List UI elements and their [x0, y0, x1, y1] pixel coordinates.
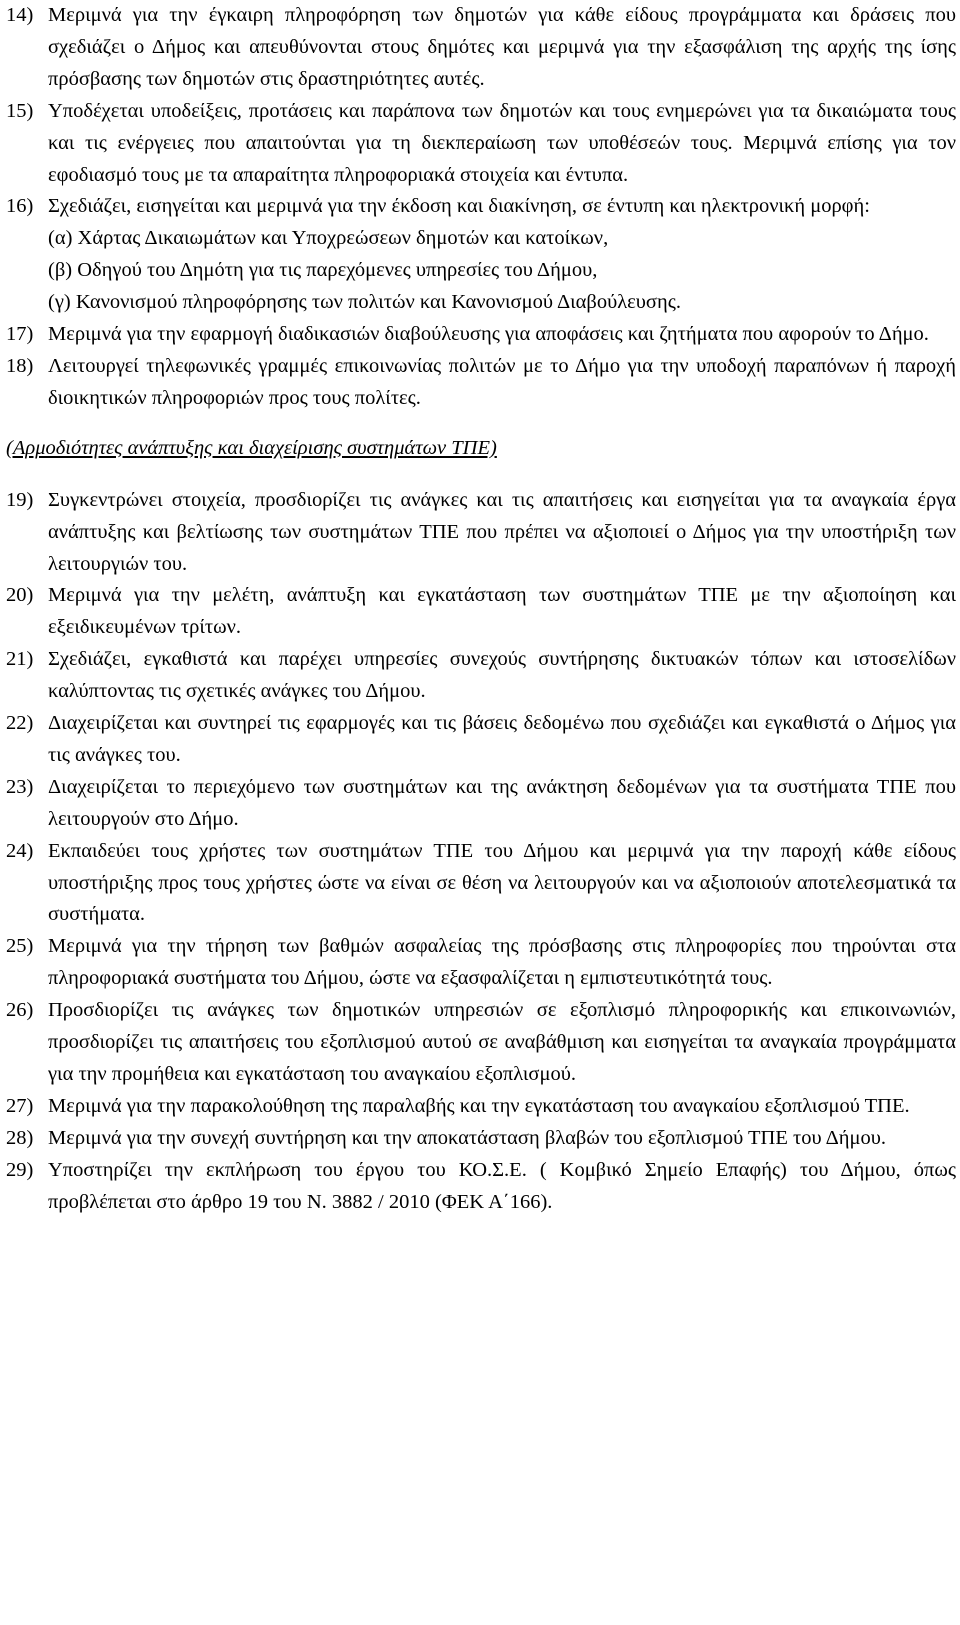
- list-item: [6, 1123, 956, 1155]
- item-text: Σχεδιάζει, εγκαθιστά και παρέχει υπηρεσίες συνεχούς συντήρησης δικτυακών τόπων και ιστοσελίδων καλύπτοντας τις σχετικές ανάγκες του Δήμου.: [48, 648, 956, 703]
- list-item: [6, 96, 956, 192]
- item-number: 25): [6, 935, 34, 958]
- item-number: 16): [6, 195, 34, 218]
- item-body: [48, 191, 956, 319]
- item-text: Υποδέχεται υποδείξεις, προτάσεις και παράπονα των δημοτών και τους ενημερώνει για τα δικαιώματα τους και τις ενέργειες που απαιτούνται για τη διεκπεραίωση των υποθέσεών τους. Μεριμνά επίσης για τον εφοδιασμό τους με τα απαραίτητα πληροφοριακά στοιχεία και έντυπα.: [48, 99, 956, 186]
- list-item: [6, 836, 956, 932]
- item-number: 27): [6, 1094, 34, 1117]
- item-number: 17): [6, 323, 34, 346]
- list-item: [6, 580, 956, 644]
- item-text: Μεριμνά για την τήρηση των βαθμών ασφαλείας της πρόσβασης στις πληροφορίες που τηρούνται στα πληροφοριακά συστήματα του Δήμου, ώστε να εξασφαλίζεται η εμπιστευτικότητά τους.: [48, 935, 956, 990]
- list-item: [6, 0, 956, 96]
- item-number: 23): [6, 775, 34, 798]
- item-number: 22): [6, 712, 34, 735]
- item-number: 29): [6, 1158, 34, 1181]
- list-item: [6, 708, 956, 772]
- section-heading: (Αρμοδιότητες ανάπτυξης και διαχείρισης συστημάτων ΤΠΕ): [6, 436, 497, 459]
- list-item: [6, 191, 956, 319]
- list-item: [6, 319, 956, 351]
- item-text: Προσδιορίζει τις ανάγκες των δημοτικών υπηρεσιών σε εξοπλισμό πληροφορικής και επικοινωνιών, προσδιορίζει τις απαιτήσεις του εξοπλισμού αυτού σε αναβάθμιση και εισηγείται τα αναγκαία προγράμματα για την προμήθεια και εγκατάσταση του αναγκαίου εξοπλισμού.: [48, 999, 956, 1085]
- item-number: 26): [6, 999, 34, 1022]
- item-number: 19): [6, 488, 34, 511]
- item-text: Υποστηρίζει την εκπλήρωση του έργου του ΚΟ.Σ.Ε. ( Κομβικό Σημείο Επαφής) του Δήμου, όπως προβλέπεται στο άρθρο 19 του Ν. 3882 / 2010 (ΦΕΚ Α΄166).: [48, 1158, 956, 1213]
- item-text: Διαχειρίζεται και συντηρεί τις εφαρμογές και τις βάσεις δεδομένω που σχεδιάζει και εγκαθιστά ο Δήμος για τις ανάγκες του.: [48, 712, 956, 766]
- list-item: [6, 485, 956, 581]
- item-number: 20): [6, 584, 34, 607]
- sub-item: (γ) Κανονισμού πληροφόρησης των πολιτών και Κανονισμού Διαβούλευσης.: [48, 291, 681, 314]
- item-text: Διαχειρίζεται το περιεχόμενο των συστημάτων και της ανάκτηση δεδομένων για τα συστήματα ΤΠΕ που λειτουργούν στο Δήμο.: [48, 775, 956, 830]
- list-item: [6, 1155, 956, 1219]
- list-item: [6, 995, 956, 1091]
- item-text: Λειτουργεί τηλεφωνικές γραμμές επικοινωνίας πολιτών με το Δήμο για την υποδοχή παραπόνων ή παροχή διοικητικών πληροφοριών προς τους πολίτες.: [48, 354, 956, 409]
- item-text: Συγκεντρώνει στοιχεία, προσδιορίζει τις ανάγκες και τις απαιτήσεις και εισηγείται για τα αναγκαία έργα ανάπτυξης και βελτίωσης των συστημάτων ΤΠΕ που πρέπει να αξιοποιεί ο Δήμος για την υποστήριξη των λειτουργιών του.: [48, 488, 956, 575]
- item-text: Μεριμνά για την παρακολούθηση της παραλαβής και την εγκατάσταση του αναγκαίου εξοπλισμού ΤΠΕ.: [48, 1094, 910, 1117]
- sub-item: (α) Χάρτας Δικαιωμάτων και Υποχρεώσεων δημοτών και κατοίκων,: [48, 227, 609, 250]
- document-page: [6, 0, 956, 1219]
- list-item: [6, 931, 956, 995]
- item-text: Μεριμνά για την εφαρμογή διαδικασιών διαβούλευσης για αποφάσεις και ζητήματα που αφορούν το Δήμο.: [48, 323, 929, 346]
- item-text: Μεριμνά για την μελέτη, ανάπτυξη και εγκατάσταση των συστημάτων ΤΠΕ με την αξιοποίηση και εξειδικευμένων τρίτων.: [48, 584, 956, 639]
- list-item: [6, 1091, 956, 1123]
- list-item: [6, 772, 956, 836]
- item-number: 18): [6, 354, 34, 377]
- item-number: 15): [6, 99, 34, 122]
- item-number: 21): [6, 648, 34, 671]
- item-text: Μεριμνά για την έγκαιρη πληροφόρηση των δημοτών για κάθε είδους προγράμματα και δράσεις που σχεδιάζει ο Δήμος και απευθύνονται στους δημότες και μεριμνά για την εξασφάλιση της αρχής της ίσης πρόσβασης των δημοτών στις δραστηριότητες αυτές.: [48, 4, 956, 90]
- item-number: 24): [6, 839, 34, 862]
- list-item: [6, 644, 956, 708]
- item-number: 14): [6, 4, 34, 26]
- item-text: Εκπαιδεύει τους χρήστες των συστημάτων ΤΠΕ του Δήμου και μεριμνά για την παροχή κάθε είδους υποστήριξης προς τους χρήστες ώστε να είναι σε θέση να λειτουργούν και να αξιοποιούν αποτελεσματικά τα συστήματα.: [48, 839, 956, 926]
- sub-item: (β) Οδηγού του Δημότη για τις παρεχόμενες υπηρεσίες του Δήμου,: [48, 259, 598, 282]
- item-text: Μεριμνά για την συνεχή συντήρηση και την αποκατάσταση βλαβών του εξοπλισμού ΤΠΕ του Δήμου.: [48, 1126, 887, 1149]
- list-item: [6, 351, 956, 415]
- item-text: Σχεδιάζει, εισηγείται και μεριμνά για την έκδοση και διακίνηση, σε έντυπη και ηλεκτρονική μορφή:: [48, 195, 870, 218]
- item-number: 28): [6, 1126, 34, 1149]
